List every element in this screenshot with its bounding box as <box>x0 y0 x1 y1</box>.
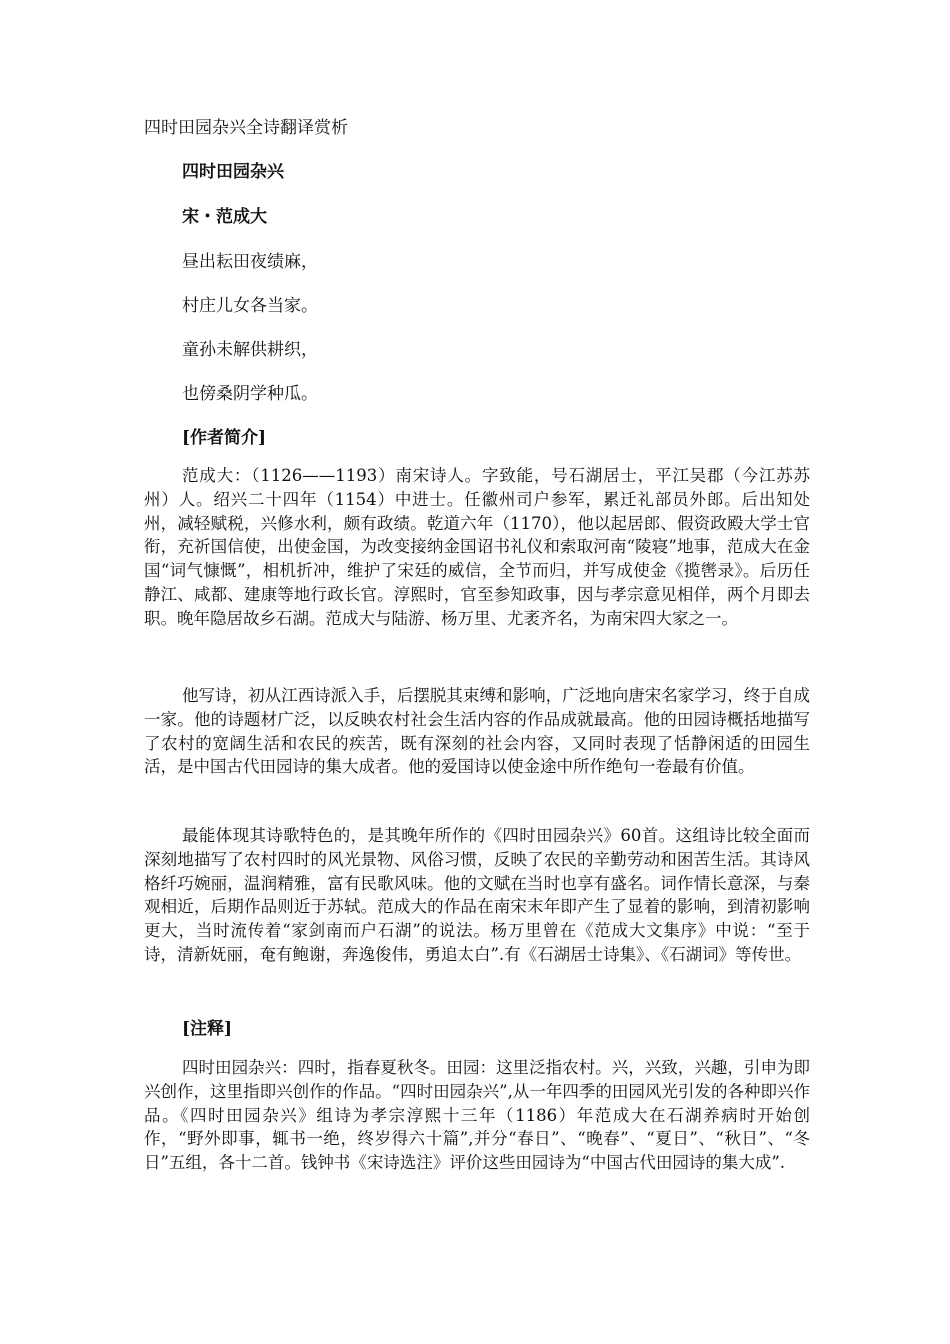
paragraph-works: 最能体现其诗歌特色的，是其晚年所作的《四时田园杂兴》60首。这组诗比较全面而深刻地描写了农村四时的风光景物、风俗习惯，反映了农民的辛勤劳动和困苦生活。其诗风格纤巧婉丽，温润精雅，富有民歌风味。他的文赋在当时也享有盛名。词作情长意深，与秦观相近，后期作品则近于苏轼。范成大的作品在南宋末年即产生了显着的影响，到清初影响更大，当时流传着“家剑南而户石湖”的说法。杨万里曾在《范成大文集序》中说：“至于诗，清新妩丽，奄有鲍谢，奔逸俊伟，勇追太白”.有《石湖居士诗集》、《石湖词》等传世。 <box>144 826 810 964</box>
section-heading-author: [作者简介] <box>182 428 267 448</box>
section-heading-notes: [注释] <box>182 1019 233 1039</box>
paragraph-poetry-style: 他写诗，初从江西诗派入手，后摆脱其束缚和影响，广泛地向唐宋名家学习，终于自成一家。他的诗题材广泛，以反映农村社会生活内容的作品成就最高。他的田园诗概括地描写了农村的宽阔生活和农民的疾苦，既有深刻的社会内容，又同时表现了恬静闲适的田园生活，是中国古代田园诗的集大成者。他的爱国诗以使金途中所作绝句一卷最有价值。 <box>144 686 810 777</box>
poem-line: 童孙未解供耕织， <box>182 340 318 360</box>
paragraph-notes: 四时田园杂兴：四时，指春夏秋冬。田园：这里泛指农村。兴，兴致，兴趣，引申为即兴创作，这里指即兴创作的作品。“四时田园杂兴”,从一年四季的田园风光引发的各种即兴作品。《四时田园杂兴》组诗为孝宗淳熙十三年（1186）年范成大在石湖养病时开始创作，“野外即事，辄书一绝，终岁得六十篇”,并分“春日”、“晚春”、“夏日”、“秋日”、“冬日”五组，各十二首。钱钟书《宋诗选注》评价这些田园诗为“中国古代田园诗的集大成”. <box>144 1058 810 1173</box>
poem-title: 四时田园杂兴 <box>182 162 284 182</box>
poem-line: 村庄儿女各当家。 <box>182 296 318 316</box>
paragraph-author-bio: 范成大：（1126——1193）南宋诗人。字致能，号石湖居士，平江吴郡（今江苏苏州）人。绍兴二十四年（1154）中进士。任徽州司户参军，累迁礼部员外郎。后出知处州，减轻赋税，兴修水利，颇有政绩。乾道六年（1170），他以起居郎、假资政殿大学士官衔，充祈国信使，出使金国，为改变接纳金国诏书礼仪和索取河南“陵寝”地事，范成大在金国“词气慷慨”，相机折冲，维护了宋廷的威信，全节而归，并写成使金《揽辔录》。后历任静江、咸都、建康等地行政长官。淳熙时，官至参知政事，因与孝宗意见相佯，两个月即去职。晚年隐居故乡石湖。范成大与陆游、杨万里、尤袤齐名，为南宋四大家之一。 <box>144 466 810 628</box>
poem-line: 昼出耘田夜绩麻， <box>182 252 318 272</box>
poem-author: 宋・范成大 <box>182 207 267 227</box>
document-title: 四时田园杂兴全诗翻译赏析 <box>144 118 348 138</box>
poem-line: 也傍桑阴学种瓜。 <box>182 384 318 404</box>
